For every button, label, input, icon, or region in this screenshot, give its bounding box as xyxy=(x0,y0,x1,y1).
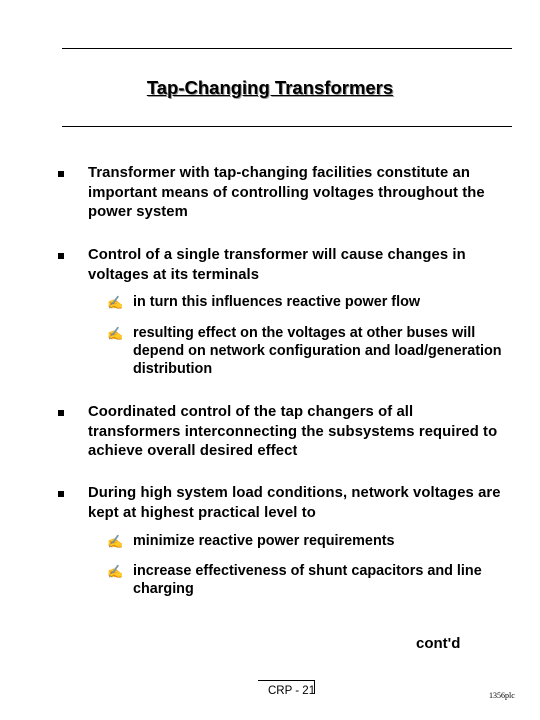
slide-title: Tap-Changing Transformers xyxy=(146,77,394,98)
continued-label: cont'd xyxy=(416,635,461,652)
bullet-text: Transformer with tap-changing facilities constitute an important means of controlling voltages throughout the power system xyxy=(88,165,485,220)
page-code: CRP - 21 xyxy=(268,685,316,697)
sub-bullet-text: in turn this influences reactive power flow xyxy=(133,294,421,310)
writing-hand-icon: ✍ xyxy=(107,295,124,310)
reference-code: 1356plc xyxy=(489,691,515,700)
footer-rule xyxy=(258,680,314,681)
writing-hand-icon: ✍ xyxy=(107,564,124,579)
bullet-text: During high system load conditions, network voltages are kept at highest practical level to xyxy=(88,485,501,521)
writing-hand-icon: ✍ xyxy=(107,534,124,549)
bullet-marker xyxy=(58,491,64,497)
bullet-marker xyxy=(58,253,64,259)
sub-bullet-text: increase effectiveness of shunt capacitors and line charging xyxy=(133,563,482,597)
sub-bullet-text: resulting effect on the voltages at other buses will depend on network configuration and load/generation distribution xyxy=(133,325,502,377)
bullet-marker xyxy=(58,171,64,177)
sub-bullet-text: minimize reactive power requirements xyxy=(133,533,395,549)
title-rule-top xyxy=(62,48,512,49)
writing-hand-icon: ✍ xyxy=(107,326,124,341)
bullet-marker xyxy=(58,410,64,416)
bullet-text: Coordinated control of the tap changers of all transformers interconnecting the subsystems required to achieve overall desired effect xyxy=(88,404,498,459)
bullet-text: Control of a single transformer will cause changes in voltages at its terminals xyxy=(88,247,466,283)
title-rule-bottom xyxy=(62,126,512,127)
